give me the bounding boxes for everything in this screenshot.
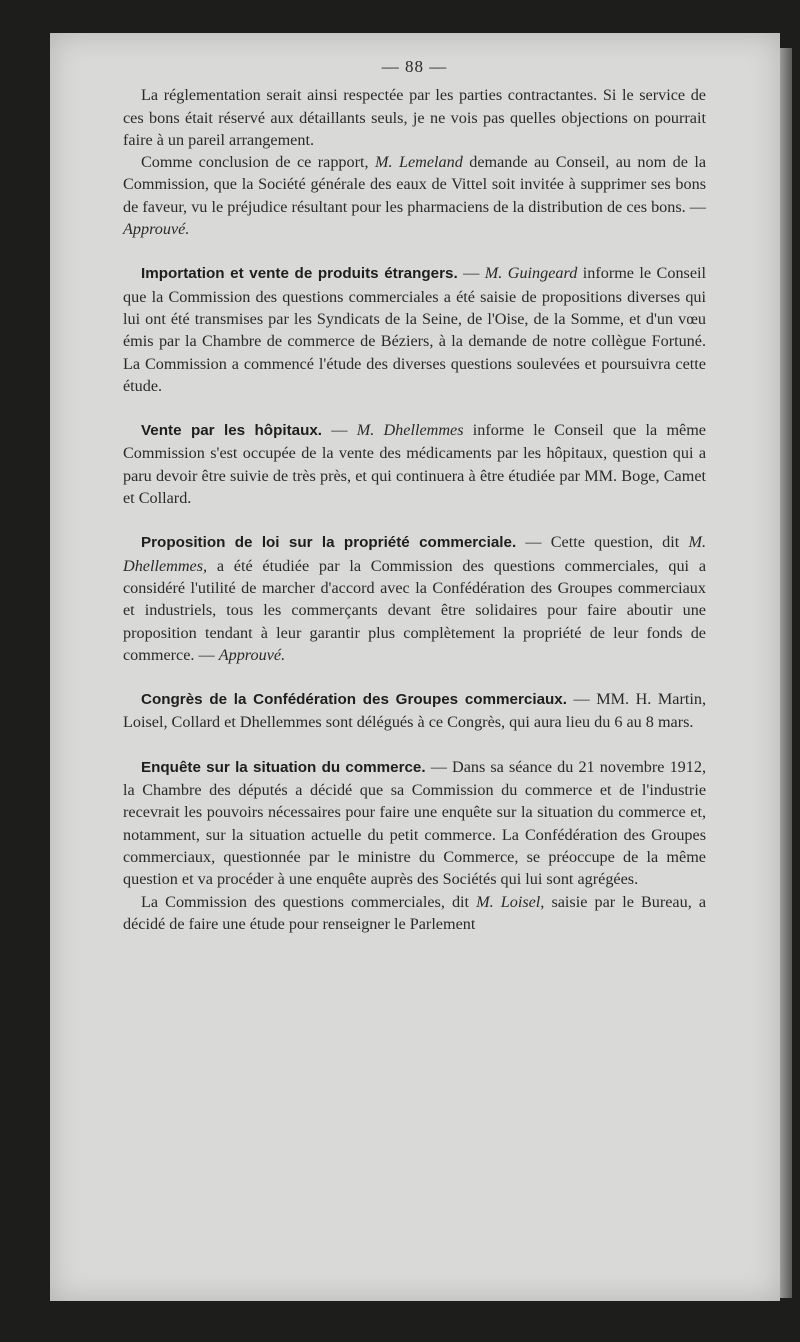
section-propriete: Proposition de loi sur la propriété commerciale. — Cette question, dit M. Dhellemmes, a été étudiée par la Commission des questions commerciales, qui a considéré l'utilité de marcher d'accord avec la Confédération des Groupes commerciaux et industriels, tous les commerçants devant être solidaires pour faire aboutir une proposition tendant à leur garantir plus complètement la propriété de leur fonds de commerce. — Approuvé.	[123, 533, 706, 664]
section-heading: Vente par les hôpitaux.	[141, 422, 323, 440]
person-name: M. Loisel,	[476, 892, 545, 911]
section-importation: Importation et vente de produits étrangers. — M. Guingeard informe le Conseil que la Commission des questions commerciales a été saisie de propositions diverses qui lui ont été transmises par les Syndicats de la Seine, de l'Oise, de la Somme, et d'un vœu émis par la Chambre de commerce de Béziers, à la demande de notre collègue Fortuné. La Commission a commencé l'étude des diverses questions soulevées et poursuivra cette étude.	[123, 264, 707, 395]
section-heading: Congrès de la Confédération des Groupes commerciaux.	[141, 691, 567, 709]
approved-label: Approuvé.	[123, 220, 190, 239]
paragraph: Comme conclusion de ce rapport, M. Lemeland demande au Conseil, au nom de la Commission, que la Société générale des eaux de Vittel soit invitée à supprimer ses bons de faveur, vu le préjudice résultant pour les pharmaciens de la distribution de ces bons. — Approuvé.	[123, 153, 707, 239]
page-edge	[780, 48, 792, 1298]
approved-label: Approuvé.	[218, 645, 286, 664]
section-enquete: Enquête sur la situation du commerce. — Dans sa séance du 21 novembre 1912, la Chambre des députés a décidé que sa Commission du commerce et de l'industrie recevrait les pouvoirs nécessaires pour faire une enquête sur la situation du commerce et, notamment, sur la situation actuelle du petit commerce. La Confédération des Groupes commerciaux, questionnée par le ministre du Commerce, se préoccupe de la même question et va procéder à une enquête auprès des Sociétés qui lui sont agrégées.	[123, 757, 706, 889]
section-heading: Proposition de loi sur la propriété commerciale.	[141, 534, 517, 552]
person-name: M. Lemeland	[374, 153, 463, 172]
section-congres: Congrès de la Confédération des Groupes commerciaux. — MM. H. Martin, Loisel, Collard et Dhellemmes sont délégués à ce Congrès, qui aura lieu du 6 au 8 mars.	[123, 690, 706, 732]
page-text	[123, 56, 706, 935]
section-heading: Importation et vente de produits étrangers.	[141, 265, 458, 283]
person-name: M. Dhellemmes,	[123, 533, 706, 575]
person-name: M. Guingeard	[484, 264, 578, 283]
section-hopitaux: Vente par les hôpitaux. — M. Dhellemmes informe le Conseil que la même Commission s'est occupée de la vente des médicaments par les hôpitaux, question qui a paru devoir être suivie de très près, et qui continuera à être étudiée par MM. Boge, Camet et Collard.	[123, 421, 706, 508]
paragraph: La réglementation serait ainsi respectée par les parties contractantes. Si le service de ces bons était réservé aux détaillants seuls, je ne vois pas quelles objections on pourrait faire à un pareil arrangement.	[123, 86, 706, 149]
page-number: — 88 —	[381, 57, 448, 76]
section-heading: Enquête sur la situation du commerce.	[141, 758, 426, 776]
paragraph: La Commission des questions commerciales, dit M. Loisel, saisie par le Bureau, a décidé de faire une étude pour renseigner le Parlement	[123, 892, 707, 933]
person-name: M. Dhellemmes	[356, 421, 464, 440]
